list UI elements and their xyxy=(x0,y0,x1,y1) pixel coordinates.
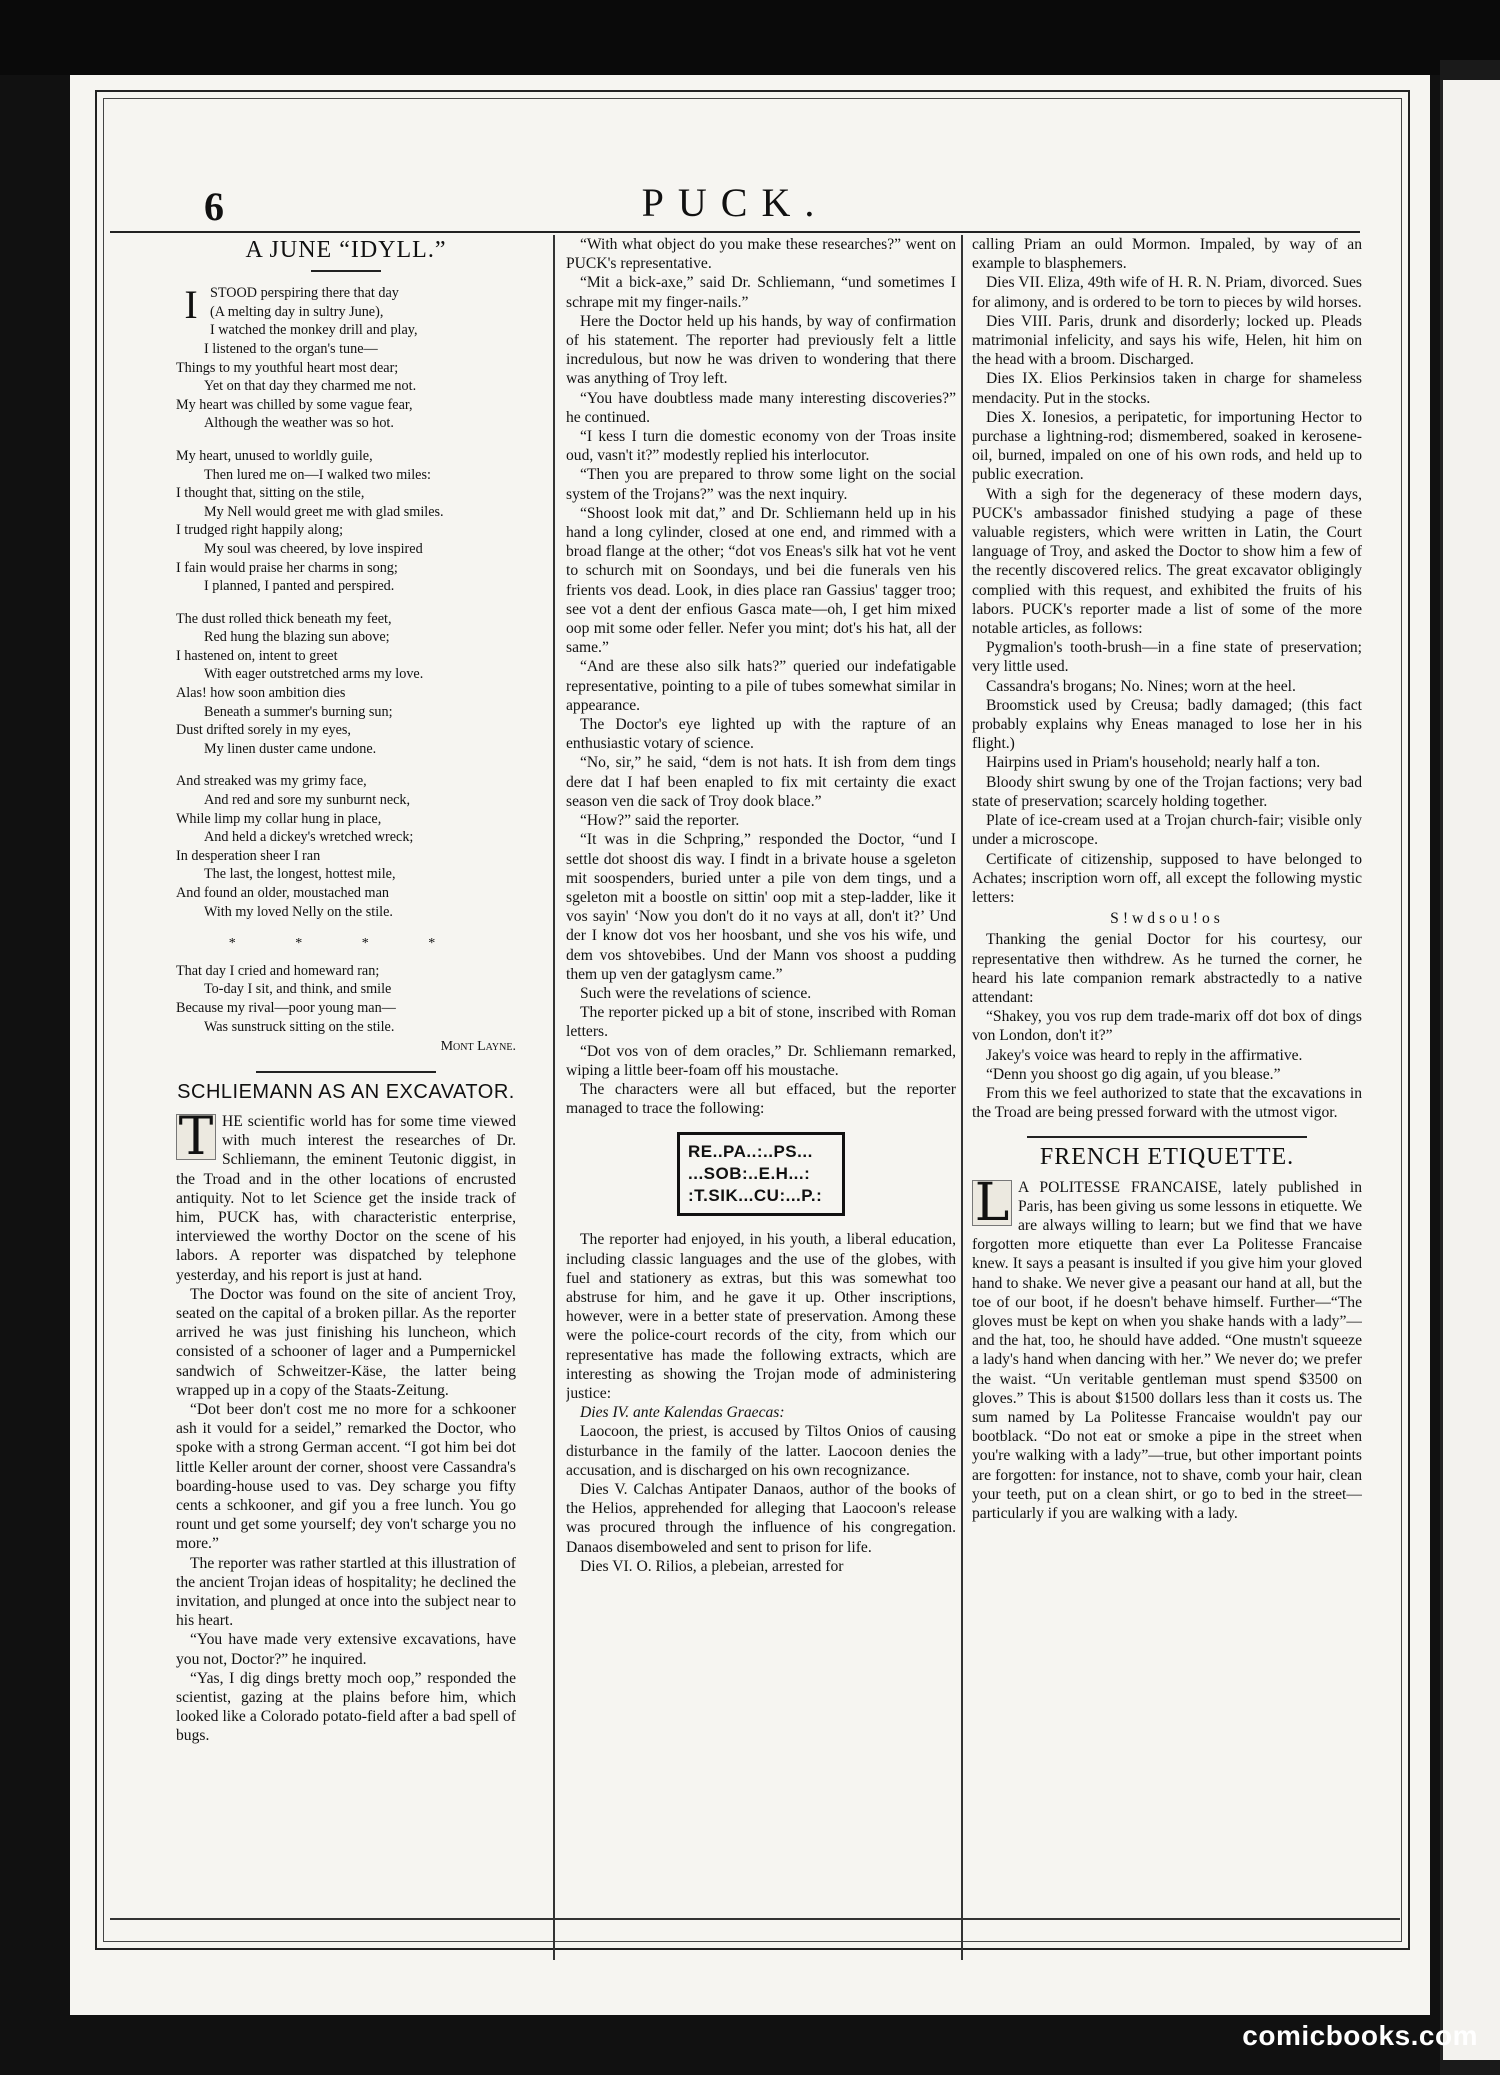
poem-line: My linen duster came undone. xyxy=(204,740,377,757)
poem-line: I fain would praise her charms in song; xyxy=(176,559,398,576)
article-paragraph: “It was in die Schpring,” responded the Doctor, “und I settle dot shoost dis way. I findt in a brivate house a sgeleton mit soospenders, buried unter a pile von dem tings, und a sgeleton mit a boostle on sittin' oop mit a step-ladder, like it vos sayin' ‘Now you don't do it no vays at all, don't it?’ Und der I know dot vos her hoosbant, und she vos his wife, und dem vos shtovebibes. Und der Mann vos shoost a pudding them up ven der gataglysm came.” xyxy=(566,831,956,983)
inscription-line: :T.SIK...CU:...P.: xyxy=(688,1186,823,1206)
article-paragraph: Such were the revelations of science. xyxy=(580,984,812,1002)
article-paragraph: “Denn you shoost go dig again, uf you blease.” xyxy=(986,1065,1281,1083)
article-paragraph: Dies V. Calchas Antipater Danaos, author of the books of the Helios, apprehended for alleging that Laocoon's release was procured through the influence of his congregation. Danaos disemboweled and sent to prison for life. xyxy=(566,1480,956,1556)
article-paragraph: “Then you are prepared to throw some light on the social system of the Trojans?” was the next inquiry. xyxy=(566,466,956,503)
column-1 xyxy=(176,235,516,1920)
article-paragraph: Certificate of citizenship, supposed to have belonged to Achates; inscription worn off, all except the following mystic letters: xyxy=(972,850,1362,906)
poem-line: Although the weather was so hot. xyxy=(204,415,394,432)
poem-line: To-day I sit, and think, and smile xyxy=(204,981,392,998)
stars-divider: * * * * xyxy=(228,936,464,952)
article-paragraph: “Dot vos von of dem oracles,” Dr. Schliemann remarked, wiping a little beer-foam off his moustache. xyxy=(566,1042,956,1079)
court-record-heading: Dies IV. ante Kalendas Graecas: xyxy=(580,1404,785,1422)
idyll-drop-cap: I xyxy=(184,282,198,328)
article-paragraph: Dies VII. Eliza, 49th wife of H. R. N. Priam, divorced. Sues for alimony, and is ordered to be torn to pieces by wild horses. xyxy=(972,274,1362,311)
inscription-line: RE..PA..:..PS... xyxy=(688,1142,813,1162)
poem-line: Things to my youthful heart most dear; xyxy=(176,359,399,376)
watermark: comicbooks.com xyxy=(1242,2020,1478,2051)
article-paragraph: Dies IX. Elios Perkinsios taken in charge for shameless mendacity. Put in the stocks. xyxy=(972,370,1362,407)
article-paragraph: Laocoon, the priest, is accused by Tiltos Onios of causing disturbance in the family of the latter. Laocoon denies the accusation, and is discharged on his own recognizance. xyxy=(566,1423,956,1479)
poem-line: Was sunstruck sitting on the stile. xyxy=(204,1018,395,1035)
column-3 xyxy=(972,235,1362,1920)
poem-line: And red and sore my sunburnt neck, xyxy=(204,792,411,809)
poem-line: I hastened on, intent to greet xyxy=(176,647,338,664)
etiquette-title: FRENCH ETIQUETTE. xyxy=(1039,1144,1295,1171)
poem-line: I trudged right happily along; xyxy=(176,522,344,539)
article-paragraph: “You have doubtless made many interesting discoveries?” he continued. xyxy=(566,389,956,426)
article-paragraph: L A POLITESSE FRANCAISE, lately published in Paris, has been giving us some lessons in etiquette. We are always willing to learn; but we find that we have forgotten more etiquette than ever La Politesse Francaise knew. It says a peasant is insulted if you give him your gloved hand to shake. We never give a peasant our hand at all, but the toe of our boot, if he doesn't behave himself. Further—“The gloves must be kept on when you shake hands with a lady”—and the hat, too, he should have added. “One mustn't squeeze a lady's hand when dancing with her.” We never do; we prefer the waist. “Un veritable gentleman must spend $3500 on gloves.” This is about $1500 dollars less than it costs us. The sum named by La Politesse Francaise wouldn't pay our bootblack. “Do not eat or smoke a pipe in the street when you're walking with a lady”—true, but other important points are forgotten: for instance, not to shave, comb your hair, clean your teeth, put on a clean shirt, or go to bed in the street—particularly if you are walking with a lady. xyxy=(972,1172,1362,1522)
article-paragraph: “You have made very extensive excavations, have you not, Doctor?” he inquired. xyxy=(176,1631,516,1668)
article-paragraph: “Shoost look mit dat,” and Dr. Schliemann held up in his hand a long cylinder, closed at one end, and rimmed with a broad flange at the other; “dot vos Eneas's silk hat vot he vent to schurch mit on Soondays, und bei die funerals ven his frients vos dead. Look, in dies place ran Gassius' tagger troo; see vot a dent der enfious Gasca mate—oh, I get him mixed oop mit some oder feller. Nefer you mint; dot's his hat, all der same.” xyxy=(566,504,956,657)
scan-border-top xyxy=(0,0,1500,75)
article-paragraph: The reporter picked up a bit of stone, inscribed with Roman letters. xyxy=(566,1004,956,1041)
article-paragraph: The Doctor was found on the site of ancient Troy, seated on the capital of a broken pillar. As the reporter arrived he was just finishing his luncheon, which consisted of a schooner of lager and a Pumpernickel sandwich of Schweitzer-Käse, the latter being wrapped up in a copy of the Staats-Zeitung. xyxy=(176,1285,516,1399)
schliemann-title: SCHLIEMANN AS AN EXCAVATOR. xyxy=(177,1080,515,1103)
poem-line: Because my rival—poor young man— xyxy=(176,999,396,1016)
facing-page-edge xyxy=(1440,80,1500,2060)
poem-signature: Mont Layne. xyxy=(440,1039,516,1055)
article-paragraph: Bloody shirt swung by one of the Trojan factions; very bad state of preservation; scarcely holding together. xyxy=(972,773,1362,810)
poem-line: And streaked was my grimy face, xyxy=(176,773,367,790)
column-rule-2 xyxy=(961,235,963,1960)
poem-line: And held a dickey's wretched wreck; xyxy=(204,829,414,846)
poem-line: In desperation sheer I ran xyxy=(176,847,321,864)
article-paragraph: Dies VI. O. Rilios, a plebeian, arrested for xyxy=(580,1557,844,1575)
section-rule xyxy=(1027,1136,1307,1138)
inscription-line: ...SOB:..E.H...: xyxy=(688,1164,811,1184)
poem-stanza xyxy=(176,772,516,921)
article-paragraph: The reporter had enjoyed, in his youth, a liberal education, including classic languages and the use of the globes, with fuel and stationery as extras, but this was somewhat too abstruse for him, and he gave it up. Other inscriptions, however, were in a better state of preservation. Among these were the police-court records of the city, from which our representative has made the following extracts, which are interesting as showing the Trojan mode of administering justice: xyxy=(566,1231,956,1402)
article-paragraph: Thanking the genial Doctor for his courtesy, our representative then withdrew. As he turned the corner, he heard his late companion remark abstractedly to a native attendant: xyxy=(972,931,1362,1006)
article-paragraph: Dies X. Ionesios, a peripatetic, for importuning Hector to purchase a lightning-rod; dismembered, soaked in kerosene-oil, burned, impaled on one of his own rods, and held up to public execration. xyxy=(972,408,1362,484)
idyll-title-rule xyxy=(311,270,381,272)
page-number: 6 xyxy=(204,184,224,229)
poem-line: The last, the longest, hottest mile, xyxy=(204,866,396,883)
article-paragraph: Pygmalion's tooth-brush—in a fine state of preservation; very little used. xyxy=(972,639,1362,676)
poem-line: (A melting day in sultry June), xyxy=(210,303,384,320)
page-header xyxy=(110,175,1360,233)
poem-stanza xyxy=(176,610,516,759)
masthead: PUCK. xyxy=(641,180,829,225)
article-paragraph: “I kess I turn die domestic economy von der Troas insite oud, vasn't it?” modestly replied his interlocutor. xyxy=(566,428,956,465)
poem-line: The dust rolled thick beneath my feet, xyxy=(176,610,392,627)
article-paragraph: “How?” said the reporter. xyxy=(580,812,740,830)
poem-line: I listened to the organ's tune— xyxy=(204,340,378,357)
column-2 xyxy=(566,235,956,1920)
article-paragraph: calling Priam an ould Mormon. Impaled, by way of an example to blasphemers. xyxy=(972,236,1362,273)
article-paragraph: With a sigh for the degeneracy of these modern days, PUCK's ambassador finished studying a page of these valuable registers, which were written in Latin, the Court language of Troy, and asked the Doctor to show him a few of the recently discovered relics. The great excavator obligingly complied with this request, and exhibited the fruits of his labors. PUCK's reporter made a list of some of the more notable articles, as follows: xyxy=(972,485,1362,638)
poem-line: With my loved Nelly on the stile. xyxy=(204,903,393,920)
poem-line: My heart was chilled by some vague fear, xyxy=(176,396,413,413)
article-paragraph: From this we feel authorized to state that the excavations in the Troad are being pressed forward with the utmost vigor. xyxy=(972,1084,1362,1122)
poem-line: Beneath a summer's burning sun; xyxy=(204,703,393,720)
poem-stanza xyxy=(176,284,516,433)
article-paragraph: The reporter was rather startled at this illustration of the ancient Trojan ideas of hospitality; he declined the invitation, and plunged at once into the subject near to his heart. xyxy=(176,1554,516,1630)
article-paragraph: “And are these also silk hats?” queried our indefatigable representative, pointing to a pile of tubes somewhat similar in appearance. xyxy=(566,658,956,714)
article-paragraph: “Mit a bick-axe,” said Dr. Schliemann, “und sometimes I schrape mit my finger-nails.” xyxy=(566,274,956,311)
poem-line: That day I cried and homeward ran; xyxy=(176,962,380,979)
article-paragraph: Here the Doctor held up his hands, by way of confirmation of his statement. The reporter had previously felt a little incredulous, but now he was driven to wondering that there was anything of Troy left. xyxy=(566,312,956,388)
poem-line: STOOD perspiring there that day xyxy=(210,285,399,302)
poem-stanza xyxy=(176,962,516,1036)
article-paragraph: Jakey's voice was heard to reply in the affirmative. xyxy=(986,1046,1303,1064)
article-paragraph: “Yas, I dig dings bretty moch oop,” responded the scientist, gazing at the plains before him, which looked like a Colorado potato-field after a bad spell of bugs. xyxy=(176,1669,516,1745)
poem-line: Then lured me on—I walked two miles: xyxy=(204,466,431,483)
article-paragraph: T HE scientific world has for some time viewed with much interest the researches of Dr. Schliemann, the eminent Teutonic diggist, in the Troad and in the other locations of encrusted antiquity. Not to let Science get the inside track of him, PUCK has, with characteristic enterprise, interviewed the worthy Doctor on the scene of his labors. A reporter was dispatched by telephone yesterday, and his report is just at hand. xyxy=(176,1106,516,1284)
article-paragraph: Broomstick used by Creusa; badly damaged; (this fact probably explains why Eneas managed to lose her in his flight.) xyxy=(972,696,1362,753)
bottom-rule xyxy=(110,1918,1400,1920)
article-paragraph: Cassandra's brogans; No. Nines; worn at the heel. xyxy=(986,677,1296,695)
column-rule-1 xyxy=(553,235,555,1960)
poem-line: With eager outstretched arms my love. xyxy=(204,666,424,683)
poem-line: While limp my collar hung in place, xyxy=(176,810,382,827)
article-paragraph: “Dot beer don't cost me no more for a schkooner ash it vould for a seidel,” remarked the Doctor, who spoke with a strong German accent. “I got him bei dot little Keller arount der corner, shoost vere Cassandra's boarding-house used to vas. Dey scharge you fifty cents a schkooner, and gif you a free lunch. You go rount und get some yourself; dey von't scharge you no more.” xyxy=(176,1401,516,1553)
poem-line: Red hung the blazing sun above; xyxy=(204,629,390,646)
section-rule xyxy=(256,1071,436,1073)
article-paragraph: The Doctor's eye lighted up with the rapture of an enthusiastic votary of science. xyxy=(566,716,956,753)
inscription-box xyxy=(677,1132,845,1216)
poem-line: I thought that, sitting on the stile, xyxy=(176,485,365,502)
schliemann-drop-cap: T xyxy=(176,1114,216,1160)
idyll-title: A JUNE “IDYLL.” xyxy=(245,237,447,263)
poem-line: And found an older, moustached man xyxy=(176,885,389,902)
poem-line: I watched the monkey drill and play, xyxy=(210,322,418,339)
mystic-letters: S!wdsou!os xyxy=(1110,910,1224,928)
poem-line: I planned, I panted and perspired. xyxy=(204,578,395,595)
article-paragraph: The characters were all but effaced, but the reporter managed to trace the following: xyxy=(566,1080,956,1118)
poem-line: My heart, unused to worldly guile, xyxy=(176,447,373,464)
article-paragraph: Hairpins used in Priam's household; nearly half a ton. xyxy=(986,754,1321,772)
poem-line: Alas! how soon ambition dies xyxy=(176,685,346,702)
poem-line: My Nell would greet me with glad smiles. xyxy=(204,503,444,520)
poem-stanza xyxy=(176,447,516,596)
article-paragraph: Plate of ice-cream used at a Trojan church-fair; visible only under a microscope. xyxy=(972,812,1362,849)
article-paragraph: “With what object do you make these researches?” went on PUCK's representative. xyxy=(566,236,956,273)
etiquette-drop-cap: L xyxy=(972,1180,1012,1226)
article-paragraph: Dies VIII. Paris, drunk and disorderly; locked up. Pleads matrimonial infelicity, and says his wife, Helen, hit him on the head with a broom. Discharged. xyxy=(972,312,1362,369)
poem-line: Yet on that day they charmed me not. xyxy=(204,378,417,395)
article-paragraph: “No, sir,” he said, “dem is not hats. It ish from dem tings dere dat I haf been enapled to fix mit certainty die exact season ven die sack of Troy dook blace.” xyxy=(566,754,956,810)
poem-line: Dust drifted sorely in my eyes, xyxy=(176,722,351,739)
poem-line: My soul was cheered, by love inspired xyxy=(204,540,423,557)
article-paragraph: “Shakey, you vos rup dem trade-marix off dot box of dings von London, don't it?” xyxy=(972,1008,1362,1045)
idyll-poem xyxy=(176,284,516,1057)
